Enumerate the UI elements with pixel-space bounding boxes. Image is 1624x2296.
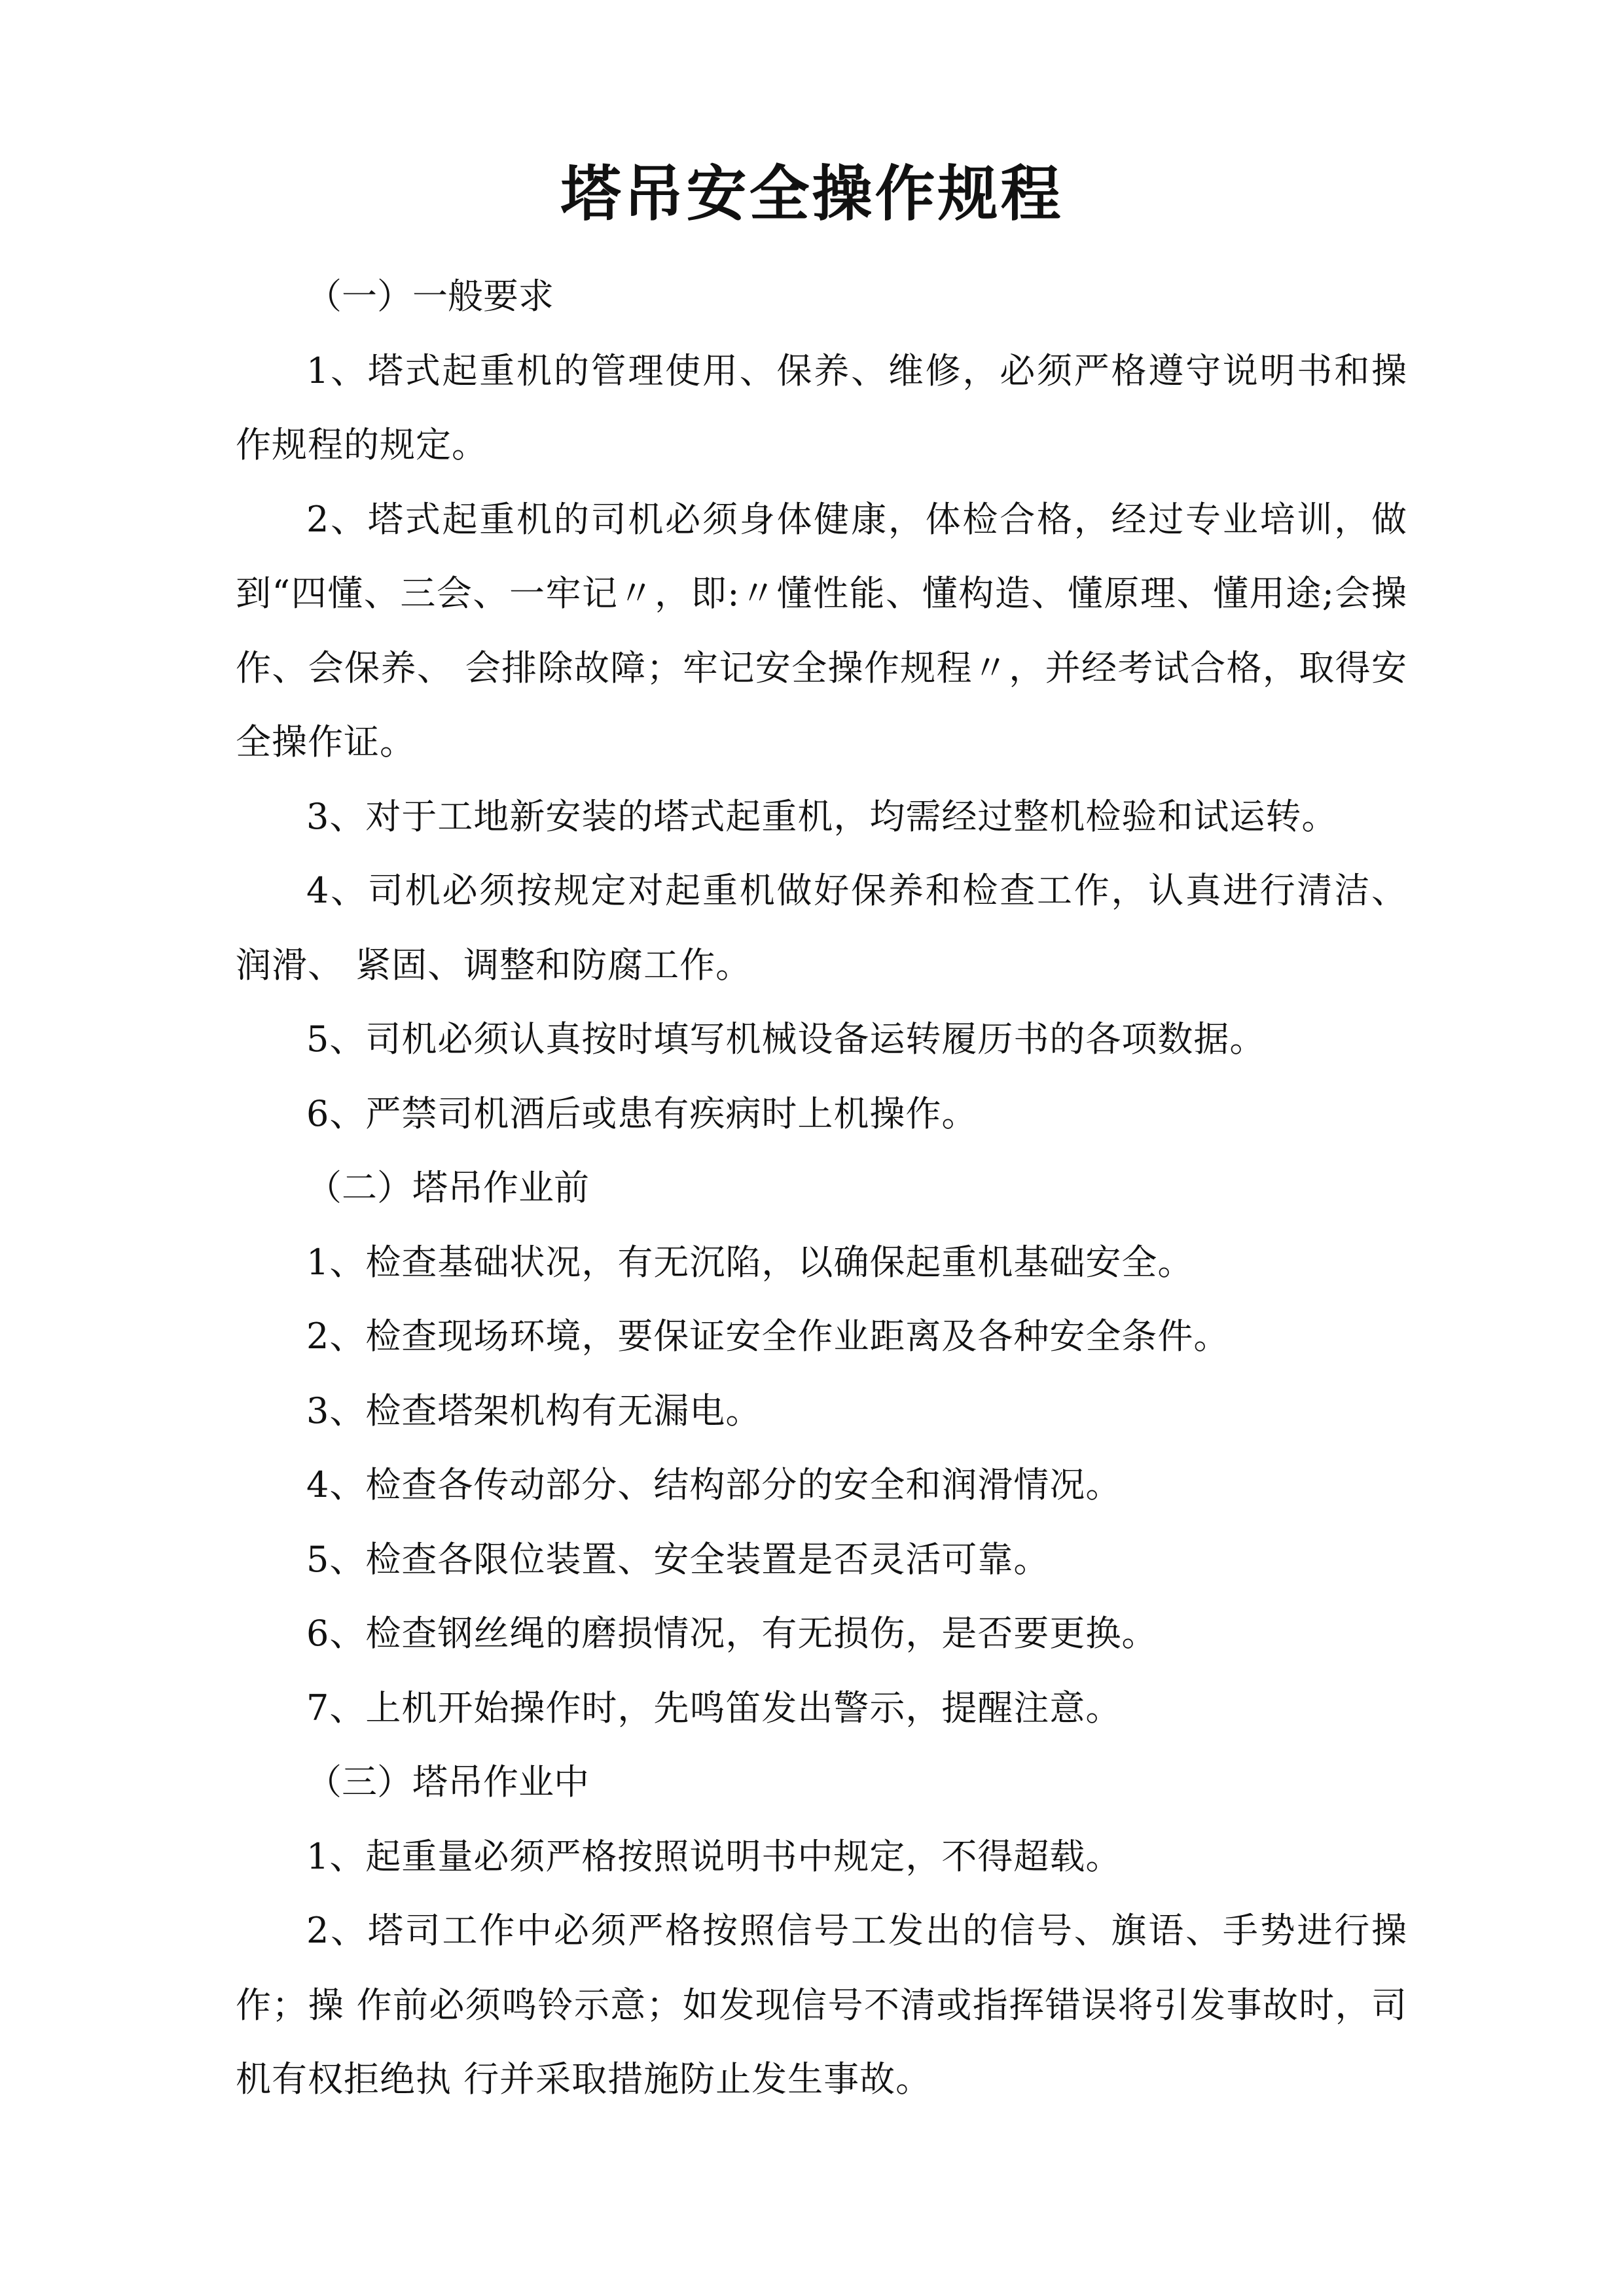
paragraph: 5、司机必须认真按时填写机械设备运转履历书的各项数据。 bbox=[306, 1018, 1266, 1060]
paragraph: 1、检查基础状况，有无沉陷，以确保起重机基础安全。 bbox=[306, 1241, 1194, 1283]
section-heading: （二）塔吊作业前 bbox=[306, 1167, 589, 1208]
paragraph: 7、上机开始操作时，先鸣笛发出警示，提醒注意。 bbox=[306, 1687, 1122, 1729]
paragraph: 4、检查各传动部分、结构部分的安全和润滑情况。 bbox=[306, 1464, 1122, 1505]
document-body bbox=[236, 259, 1407, 2117]
paragraph: 3、对于工地新安装的塔式起重机，均需经过整机检验和试运转。 bbox=[306, 795, 1338, 837]
paragraph: 5、检查各限位装置、安全装置是否灵活可靠。 bbox=[306, 1538, 1050, 1580]
paragraph: 1、起重量必须严格按照说明书中规定，不得超载。 bbox=[306, 1835, 1122, 1877]
paragraph: 4、司机必须按规定对起重机做好保养和检查工作，认真进行清洁、润滑、 紧固、调整和防腐工作。 bbox=[236, 870, 1407, 986]
paragraph: 2、检查现场环境，要保证安全作业距离及各种安全条件。 bbox=[306, 1316, 1230, 1357]
document-title: 塔吊安全操作规程 bbox=[560, 158, 1064, 229]
section-heading: （一）一般要求 bbox=[306, 276, 554, 317]
paragraph: 2、塔司工作中必须严格按照信号工发出的信号、旗语、手势进行操作；操 作前必须鸣铃示意；如发现信号不清或指挥错误将引发事故时，司机有权拒绝执 行并采取措施防止发生事故。 bbox=[236, 1910, 1407, 2100]
paragraph: 6、检查钢丝绳的磨损情况，有无损伤，是否要更换。 bbox=[306, 1613, 1158, 1654]
paragraph: 3、检查塔架机构有无漏电。 bbox=[306, 1390, 762, 1431]
paragraph: 6、严禁司机酒后或患有疾病时上机操作。 bbox=[306, 1092, 978, 1134]
paragraph: 1、塔式起重机的管理使用、保养、维修，必须严格遵守说明书和操作规程的规定。 bbox=[236, 350, 1407, 465]
paragraph: 2、塔式起重机的司机必须身体健康，体检合格，经过专业培训，做到“四懂、三会、一牢记〃，即:〃懂性能、懂构造、懂原理、懂用途;会操作、会保养、 会排除故障；牢记安全操作规程〃，并经考试合格，取得安全操作证。 bbox=[236, 498, 1407, 762]
section-heading: （三）塔吊作业中 bbox=[306, 1761, 589, 1803]
